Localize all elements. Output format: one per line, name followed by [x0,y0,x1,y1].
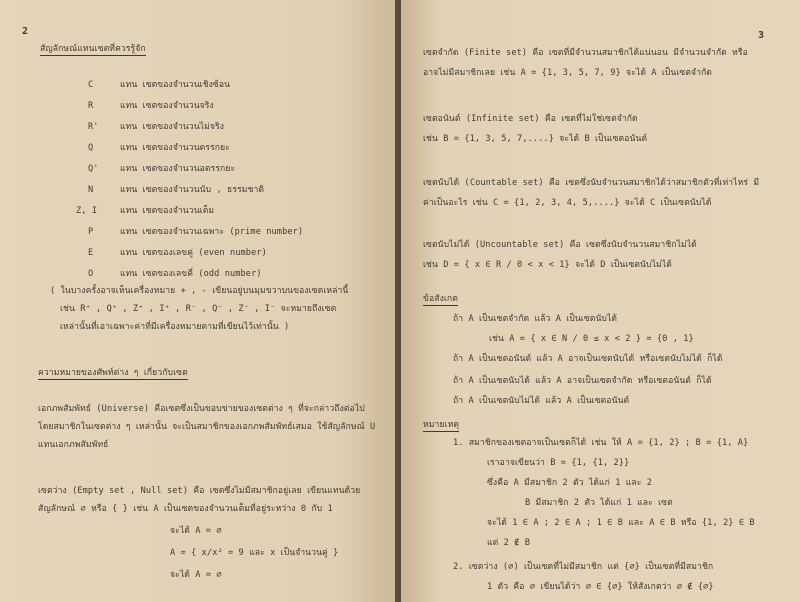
symbol-n: N [88,185,94,195]
universe-line-1: เอกภพสัมพัทธ์ (Universe) คือเซตซึ่งเป็นขอบข่ายของเซตต่าง ๆ ที่จะกล่าวถึงต่อไป [38,404,365,414]
note-line-3: เหล่านั้นที่เอาเฉพาะค่าที่มีเครื่องหมายตามที่เขียนไว้เท่านั้น ) [60,322,290,332]
empty-set-line-4: A = { x/x² = 9 และ x เป็นจำนวนคู่ } [170,548,339,558]
symbol-n-text: แทน เซตของจำนวนนับ , ธรรมชาติ [120,185,265,195]
symbol-q: Q [88,143,94,153]
infinite-line-2: เช่น B = {1, 3, 5, 7,....} จะได้ B เป็นเซตอนันต์ [423,134,648,144]
page-number-left: 2 [22,26,29,37]
symbol-c: C [88,80,94,90]
observation-line-4: ถ้า A เป็นเซตนับได้ แล้ว A อาจเป็นเซตจำกัด หรือเซตอนันต์ ก็ได้ [453,376,712,386]
symbol-q-prime: Q' [88,164,99,174]
infinite-line-1: เซตอนันต์ (Infinite set) คือ เซตที่ไม่ใช่เซตจำกัด [423,114,638,124]
uncountable-line-1: เซตนับไม่ได้ (Uncountable set) คือ เซตซึ่งนับจำนวนสมาชิกไม่ได้ [423,240,697,250]
observation-line-5: ถ้า A เป็นเซตนับไม่ได้ แล้ว A เป็นเซตอนันต์ [453,396,630,406]
note-line-1: ( ในบางครั้งอาจเห็นเครื่องหมาย + , - เขียนอยู่บนมุมขวาบนของเซตเหล่านี้ [50,286,349,296]
remark-line-5: จะได้ 1 ∈ A ; 2 ∈ A ; 1 ∈ B และ A ∈ B หรือ {1, 2} ∈ B [487,518,755,528]
remark-heading: หมายเหตุ [423,420,460,430]
symbol-q-text: แทน เซตของจำนวนตรรกยะ [120,143,230,153]
symbol-e: E [88,248,94,258]
symbol-p: P [88,227,94,237]
remark-line-8: 1 ตัว คือ ∅ เขียนได้ว่า ∅ ∈ {∅} ให้สังเกตว่า ∅ ∉ {∅} [487,582,714,592]
symbol-o: O [88,269,94,279]
observation-heading: ข้อสังเกต [423,294,458,304]
right-page [401,0,800,602]
observation-line-3: ถ้า A เป็นเซตอนันต์ แล้ว A อาจเป็นเซตนับได้ หรือเซตนับไม่ได้ ก็ได้ [453,354,723,364]
empty-set-line-1: เซตว่าง (Empty set , Null set) คือ เซตซึ่งไม่มีสมาชิกอยู่เลย เขียนแทนด้วย [38,486,361,496]
symbol-r-prime: R' [88,122,99,132]
universe-line-2: โดยสมาชิกในเซตต่าง ๆ เหล่านั้น จะเป็นสมาชิกของเอกภพสัมพัทธ์เสมอ ใช้สัญลักษณ์ U [38,422,376,432]
symbol-z-i-text: แทน เซตของจำนวนเต็ม [120,206,215,216]
symbol-r-text: แทน เซตของจำนวนจริง [120,101,214,111]
countable-line-1: เซตนับได้ (Countable set) คือ เซตซึ่งนับจำนวนสมาชิกได้ว่าสมาชิกตัวที่เท่าไหร่ มี [423,178,760,188]
empty-set-line-5: จะได้ A = ∅ [170,570,222,580]
uncountable-line-2: เช่น D = { x ∈ R / 0 < x < 1} จะได้ D เป็นเซตนับไม่ได้ [423,260,672,270]
observation-line-2: เช่น A = { x ∈ N / 0 ≤ x < 2 } = {0 , 1} [489,334,694,344]
page-number-right: 3 [758,30,765,41]
empty-set-line-2: สัญลักษณ์ ∅ หรือ { } เช่น A เป็นเซตของจำนวนเต็มที่อยู่ระหว่าง 0 กับ 1 [38,504,333,514]
symbol-c-text: แทน เซตของจำนวนเชิงซ้อน [120,80,231,90]
finite-line-1: เซตจำกัด (Finite set) คือ เซตที่มีจำนวนสมาชิกได้แน่นอน มีจำนวนจำกัด หรือ [423,48,748,58]
symbol-o-text: แทน เซตของเลขคี่ (odd number) [120,269,262,279]
finite-line-2: อาจไม่มีสมาชิกเลย เช่น A = {1, 3, 5, 7, 9} จะได้ A เป็นเซตจำกัด [423,68,712,78]
terms-heading: ความหมายของศัพท์ต่าง ๆ เกี่ยวกับเซต [38,368,188,378]
remark-line-6: แต่ 2 ∉ B [487,538,530,548]
empty-set-line-3: จะได้ A = ∅ [170,526,222,536]
symbol-e-text: แทน เซตของเลขคู่ (even number) [120,248,267,258]
remark-line-7: 2. เซตว่าง (∅) เป็นเซตที่ไม่มีสมาชิก แต่ {∅} เป็นเซตที่มีสมาชิก [453,562,714,572]
remark-line-2: เราอาจเขียนว่า B = {1, {1, 2}} [487,458,630,468]
symbol-z-i: Z, I [76,206,98,216]
universe-line-3: แทนเอกภพสัมพัทธ์ [38,440,109,450]
symbol-p-text: แทน เซตของจำนวนเฉพาะ (prime number) [120,227,304,237]
remark-line-1: 1. สมาชิกของเซตอาจเป็นเซตก็ได้ เช่น ให้ A = {1, 2} ; B = {1, A} [453,438,749,448]
remark-line-4: B มีสมาชิก 2 ตัว ได้แก่ 1 และ เซต [525,498,673,508]
symbol-r: R [88,101,94,111]
remark-line-3: ซึ่งคือ A มีสมาชิก 2 ตัว ได้แก่ 1 และ 2 [487,478,653,488]
note-line-2: เช่น R⁺ , Q⁺ , Z⁺ , I⁺ , R⁻ , Q⁻ , Z⁻ , I⁻ จะหมายถึงเซต [60,304,337,314]
observation-line-1: ถ้า A เป็นเซตจำกัด แล้ว A เป็นเซตนับได้ [453,314,618,324]
countable-line-2: ค่าเป็นอะไร เช่น C = {1, 2, 3, 4, 5,....} จะได้ C เป็นเซตนับได้ [423,198,712,208]
symbol-q-prime-text: แทน เซตของจำนวนอตรรกยะ [120,164,236,174]
symbol-r-prime-text: แทน เซตของจำนวนไม่จริง [120,122,225,132]
left-page [0,0,395,602]
symbols-heading: สัญลักษณ์แทนเซตที่ควรรู้จัก [40,44,146,54]
